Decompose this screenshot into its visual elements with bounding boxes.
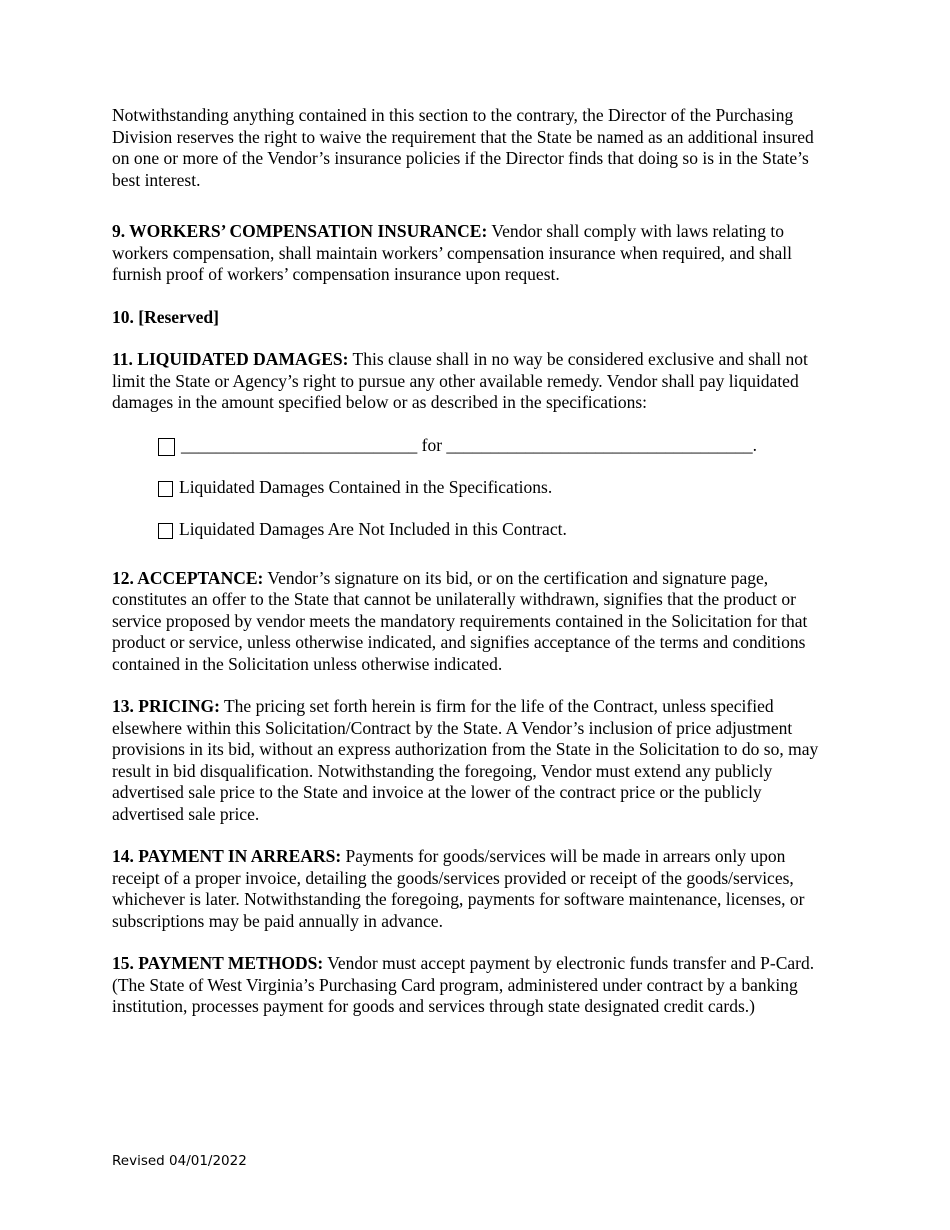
section-12-acceptance <box>112 568 832 676</box>
section-15-body: Vendor must accept payment by electronic funds transfer and P-Card. (The State of West Virginia’s Purchasing Card program, administered under contract by a banking institution, processes payment for goods and services through state designated credit cards.) <box>112 953 815 1016</box>
liquidated-damages-options <box>112 435 832 541</box>
contained-in-specifications-checkbox[interactable] <box>158 481 173 497</box>
section-13-body: The pricing set forth herein is firm for the life of the Contract, unless specified elsewhere within this Solicitation/Contract by the State. A Vendor’s inclusion of price adjustment provisions in its bid, without an express authorization from the State in the Solicitation to do so, may result in bid disqualification. Notwithstanding the foregoing, Vendor must extend any publicly advertised sale price to the State and invoice at the lower of the contract price or the publicly advertised sale price. <box>112 696 819 824</box>
fill-in-checkbox[interactable] <box>158 438 175 456</box>
section-14-heading: 14. PAYMENT IN ARREARS: <box>112 846 342 866</box>
section-12-heading: 12. ACCEPTANCE: <box>112 567 264 588</box>
contained-in-specifications-label: Liquidated Damages Contained in the Specifications. <box>179 476 553 497</box>
fill-in-blanks: ___________________________ for ___________________________________. <box>181 434 758 455</box>
section-11-body: This clause shall in no way be considered exclusive and shall not limit the State or Agency’s right to pursue any other available remedy. Vendor shall pay liquidated damages in the amount specified below or as described in the specifications: <box>112 349 808 412</box>
option-not-included <box>158 519 832 541</box>
section-9-workers-compensation <box>112 221 832 286</box>
option-contained-in-specifications <box>158 477 832 499</box>
section-15-payment-methods <box>112 953 832 1018</box>
revision-footer: Revised 04/01/2022 <box>112 1153 247 1169</box>
not-included-checkbox[interactable] <box>158 523 173 539</box>
section-9-body: Vendor shall comply with laws relating to workers compensation, shall maintain workers’ compensation insurance when required, and shall furnish proof of workers’ compensation insurance upon request. <box>112 221 793 284</box>
section-12-body: Vendor’s signature on its bid, or on the certification and signature page, constitutes an offer to the State that cannot be unilaterally withdrawn, signifies that the product or service proposed by vendor meets the mandatory requirements contained in the Solicitation for that product or service, unless otherwise indicated, and signifies acceptance of the terms and conditions contained in the Solicitation unless otherwise indicated. <box>112 567 808 674</box>
option-fill-in <box>158 435 832 457</box>
section-15-heading: 15. PAYMENT METHODS: <box>112 953 324 973</box>
section-11-heading: 11. LIQUIDATED DAMAGES: <box>112 349 349 369</box>
section-13-pricing <box>112 696 832 825</box>
intro-paragraph: Notwithstanding anything contained in this section to the contrary, the Director of the Purchasing Division reserves the right to waive the requirement that the State be named as an additional insured on one or more of the Vendor’s insurance policies if the Director finds that doing so is in the State’s best interest. <box>112 105 814 190</box>
section-13-heading: 13. PRICING: <box>112 696 220 716</box>
section-10-heading: 10. [Reserved] <box>112 306 219 327</box>
section-10-reserved <box>112 307 832 329</box>
section-11-liquidated-damages <box>112 349 832 414</box>
not-included-label: Liquidated Damages Are Not Included in this Contract. <box>179 518 567 539</box>
section-14-body: Payments for goods/services will be made in arrears only upon receipt of a proper invoice, detailing the goods/services provided or receipt of the goods/services, whichever is later. Notwithstanding the foregoing, payments for software maintenance, licenses, or subscriptions may be paid annually in advance. <box>112 846 805 931</box>
section-9-heading: 9. WORKERS’ COMPENSATION INSURANCE: <box>112 221 488 241</box>
document-page <box>112 105 832 1018</box>
section-14-payment-in-arrears <box>112 846 832 932</box>
